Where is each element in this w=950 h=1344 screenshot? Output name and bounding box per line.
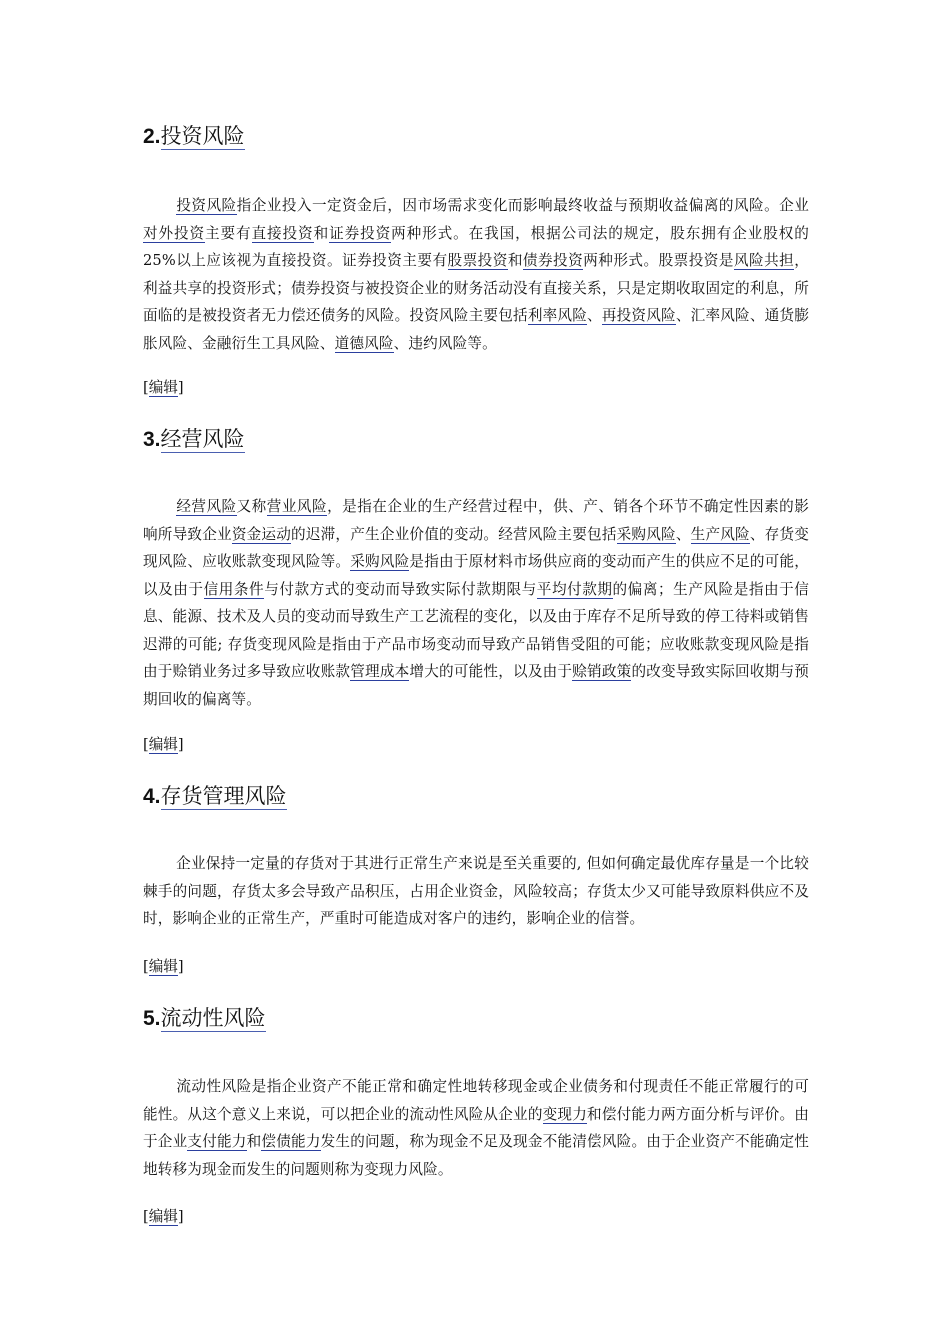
inline-link[interactable]: 经营风险 (176, 498, 237, 515)
paragraph-text: 是指由于原材料市场供应商的变动而产生的供应不足的可能，以及由于 (143, 553, 809, 598)
edit-link-row: [编辑] (143, 958, 184, 975)
inline-link[interactable]: 投资风险 (176, 197, 237, 214)
section-heading (143, 782, 287, 811)
paragraph-text: 和 (507, 252, 523, 269)
inline-link[interactable]: 生产风险 (690, 525, 750, 543)
paragraph-text: 的迟滞，产生企业价值的变动。经营风险主要包括 (291, 525, 617, 543)
section-number: 5. (143, 1007, 161, 1030)
inline-link[interactable]: 利率风险 (527, 307, 588, 324)
paragraph-text: 、 (675, 525, 691, 543)
section-number: 4. (143, 785, 161, 808)
inline-link[interactable]: 营业风险 (266, 498, 328, 515)
section-paragraph (143, 850, 809, 933)
paragraph-text: 增大的可能性，以及由于 (409, 663, 573, 680)
paragraph-text: 流动性风险是指企业资产不能正常和确定性地转移现金或企业债务和付现责任不能正常履行的可能性。从这个意义上来说，可以把企业的流动性风险从企业的 (143, 1078, 809, 1123)
paragraph-text: 的偏离；生产风险是指由于信息、能源、技术及人员的变动而导致生产工艺流程的变化，以及由于库存不足所导致的停工待料或销售迟滞的可能; 存货变现风险是指由于产品市场变动而导致产品销售受阻的可能；应收账款变现风险是指由于赊销业务过多导致应收账款 (143, 580, 810, 680)
section-heading (143, 122, 245, 151)
inline-link[interactable]: 证券投资 (329, 224, 392, 242)
section-heading (143, 1004, 266, 1033)
section-title: 投资风险 (160, 124, 245, 148)
paragraph-text: 又称 (236, 498, 267, 515)
inline-link[interactable]: 直接投资 (251, 224, 314, 242)
paragraph-text: ，利益共享的投资形式；债券投资与被投资企业的财务活动没有直接关系，只是定期收取固定的利息，所面临的是被投资者无力偿还债务的风险。投资风险主要包括 (143, 252, 809, 324)
paragraph-text: 两种形式。在我国，根据公司法的规定，股东拥有企业股权的 25%以上应该视为直接投资。证券投资主要有 (143, 224, 809, 269)
inline-link[interactable]: 股票投资 (447, 252, 508, 269)
inline-link[interactable]: 资金运动 (231, 525, 292, 543)
inline-link[interactable]: 变现力 (542, 1105, 588, 1123)
edit-link-row: [编辑] (143, 1208, 184, 1225)
inline-link[interactable]: 赊销政策 (572, 663, 632, 680)
inline-link[interactable]: 债券投资 (522, 252, 584, 269)
inline-link[interactable]: 平均付款期 (536, 580, 613, 598)
paragraph-text: 、存货变现风险、应收账款变现风险等。 (143, 525, 809, 570)
inline-link[interactable]: 采购风险 (616, 525, 676, 543)
paragraph-text: 主要有 (205, 224, 252, 242)
paragraph-text: 的改变导致实际回收期与预期回收的偏离等。 (143, 663, 809, 708)
section-number: 3. (143, 428, 161, 451)
paragraph-text: 指企业投入一定资金后，因市场需求变化而影响最终收益与预期收益偏离的风险。企业 (236, 197, 809, 214)
paragraph-text: 发生的问题，称为现金不足及现金不能清偿风险。由于企业资产不能确定性地转移为现金而发生的问题则称为变现力风险。 (143, 1133, 809, 1178)
paragraph-text: 和 (313, 224, 330, 242)
edit-link[interactable]: 编辑 (148, 736, 178, 753)
inline-link[interactable]: 支付能力 (187, 1133, 247, 1150)
paragraph-text: ，是指在企业的生产经营过程中，供、产、销各个环节不确定性因素的影响所导致企业 (143, 498, 809, 543)
paragraph-text: 和 (246, 1133, 262, 1150)
paragraph-text: 与付款方式的变动而导致实际付款期限与 (264, 580, 537, 598)
inline-link[interactable]: 偿债能力 (261, 1133, 321, 1150)
section-title: 流动性风险 (160, 1006, 266, 1030)
inline-link[interactable]: 采购风险 (350, 553, 410, 570)
inline-link[interactable]: 管理成本 (350, 663, 410, 680)
inline-link[interactable]: 信用条件 (203, 580, 265, 598)
edit-link-row: [编辑] (143, 736, 184, 753)
inline-link[interactable]: 风险共担 (733, 252, 795, 269)
inline-link[interactable]: 道德风险 (334, 334, 394, 352)
section-paragraph (143, 1073, 809, 1183)
section-number: 2. (143, 125, 161, 148)
paragraph-text: 、违约风险等。 (393, 334, 497, 352)
inline-link[interactable]: 对外投资 (143, 224, 206, 242)
paragraph-text: 两种形式。股票投资是 (583, 252, 734, 269)
section-paragraph (143, 493, 809, 713)
edit-link[interactable]: 编辑 (148, 379, 178, 396)
edit-link-row: [编辑] (143, 379, 184, 396)
paragraph-text: 和偿付能力两方面分析与评价。由于企业 (143, 1105, 809, 1150)
paragraph-text: 、 (587, 307, 602, 324)
paragraph-text: 、汇率风险、通货膨胀风险、金融衍生工具风险、 (143, 307, 809, 352)
section-paragraph (143, 192, 809, 357)
inline-link[interactable]: 再投资风险 (601, 307, 676, 324)
section-title: 存货管理风险 (160, 784, 287, 808)
section-heading (143, 425, 245, 454)
section-title: 经营风险 (160, 427, 245, 451)
paragraph-text: 企业保持一定量的存货对于其进行正常生产来说是至关重要的, 但如何确定最优库存量是一个比较棘手的问题，存货太多会导致产品积压，占用企业资金，风险较高；存货太少又可能导致原料供应不及时，影响企业的正常生产，严重时可能造成对客户的违约，影响企业的信誉。 (143, 855, 809, 927)
edit-link[interactable]: 编辑 (148, 958, 178, 975)
edit-link[interactable]: 编辑 (148, 1208, 178, 1225)
